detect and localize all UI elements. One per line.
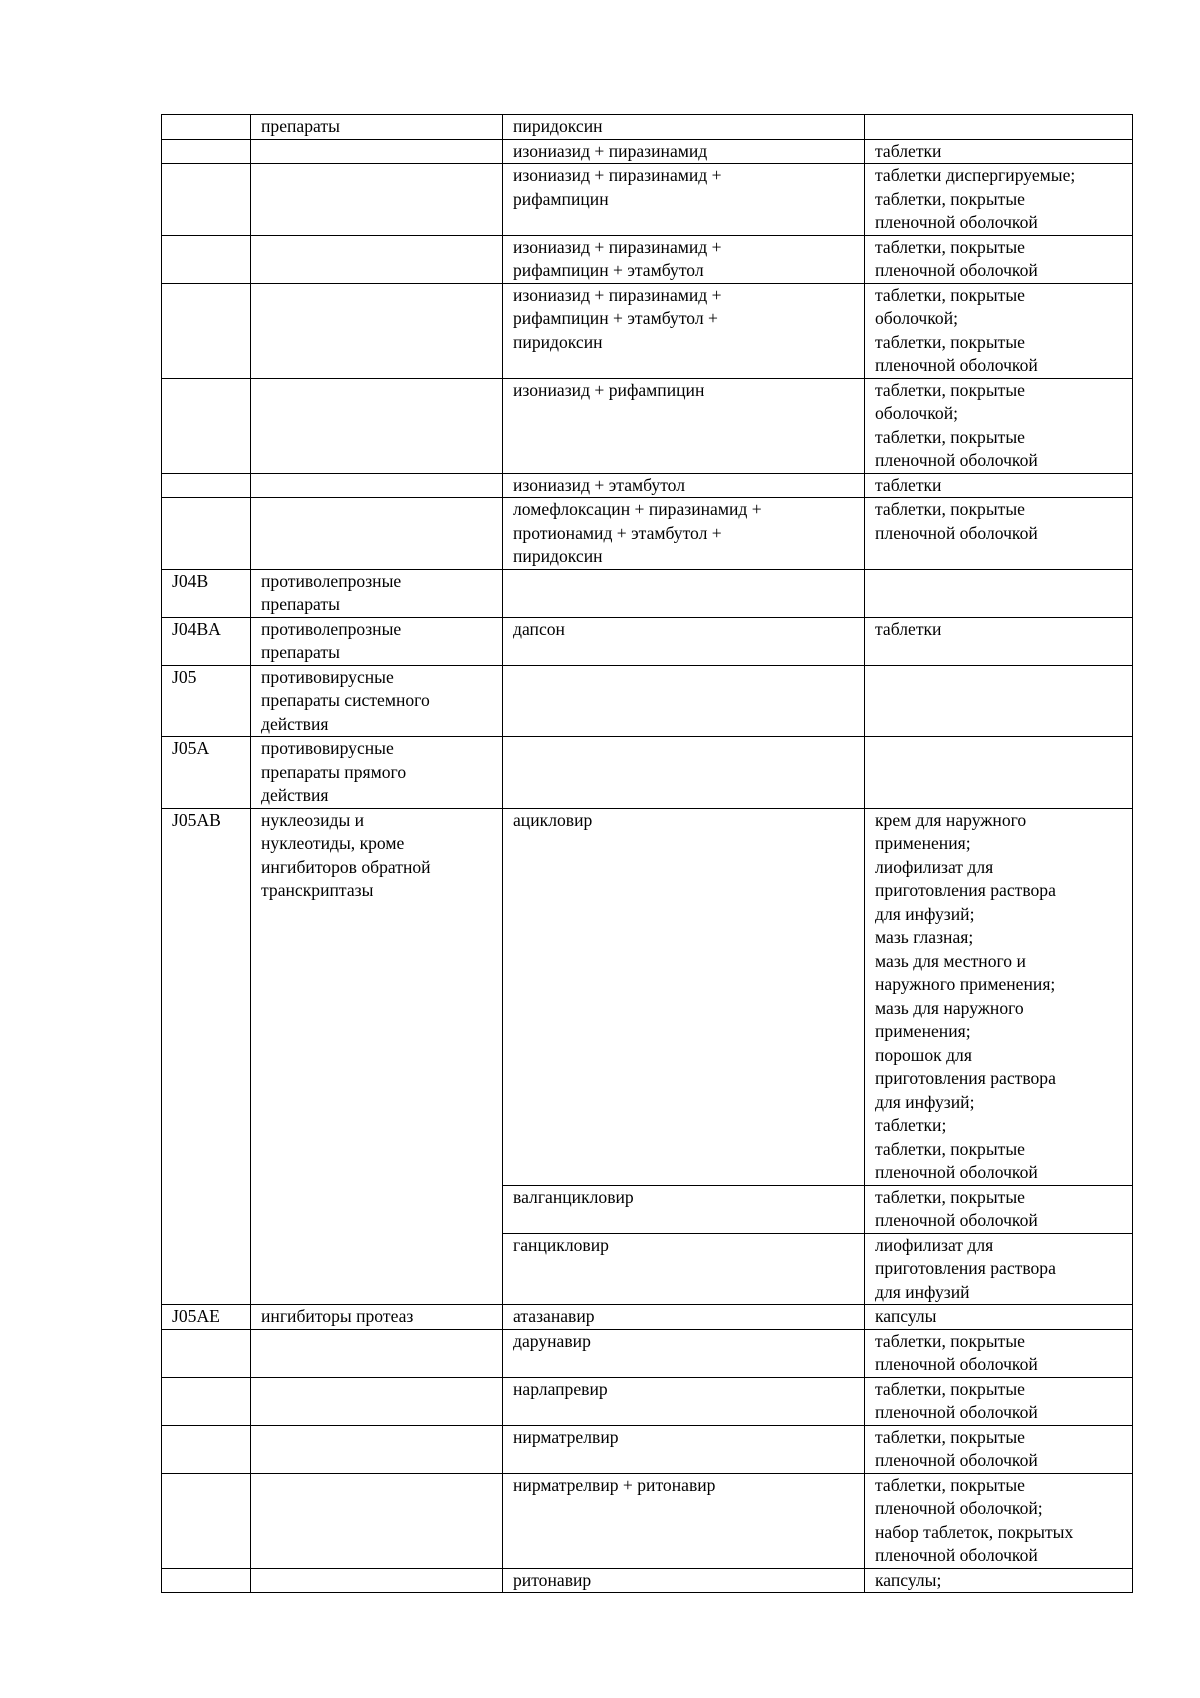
drug-name-cell: [503, 737, 865, 809]
atc-code-cell: J04BA: [162, 617, 251, 665]
drug-name-cell: [503, 569, 865, 617]
dosage-form-cell: таблетки, покрытые пленочной оболочкой: [865, 498, 1133, 570]
group-name-cell: [251, 1473, 503, 1568]
drug-name-cell: нирматрелвир: [503, 1425, 865, 1473]
dosage-form-cell: [865, 665, 1133, 737]
drug-name-cell: изониазид + пиразинамид + рифампицин + этамбутол: [503, 235, 865, 283]
table-row: [162, 665, 1133, 737]
table-row: [162, 283, 1133, 378]
dosage-form-cell: таблетки, покрытые оболочкой; таблетки, покрытые пленочной оболочкой: [865, 378, 1133, 473]
group-name-cell: [251, 139, 503, 164]
dosage-form-cell: таблетки, покрытые пленочной оболочкой: [865, 1185, 1133, 1233]
group-name-cell: [251, 1425, 503, 1473]
table-row: [162, 1568, 1133, 1593]
atc-code-cell: J05AB: [162, 808, 251, 1305]
atc-code-cell: J04B: [162, 569, 251, 617]
dosage-form-cell: [865, 569, 1133, 617]
dosage-form-cell: крем для наружного применения; лиофилизат для приготовления раствора для инфузий; мазь глазная; мазь для местного и наружного применения; мазь для наружного применения; порошок для приготовления раствора для инфузий; таблетки; таблетки, покрытые пленочной оболочкой: [865, 808, 1133, 1185]
group-name-cell: [251, 1568, 503, 1593]
group-name-cell: нуклеозиды и нуклеотиды, кроме ингибиторов обратной транскриптазы: [251, 808, 503, 1305]
drug-name-cell: валганцикловир: [503, 1185, 865, 1233]
atc-code-cell: [162, 139, 251, 164]
table-row: [162, 808, 1133, 1185]
dosage-form-cell: таблетки, покрытые оболочкой; таблетки, покрытые пленочной оболочкой: [865, 283, 1133, 378]
atc-code-cell: [162, 1329, 251, 1377]
dosage-form-cell: [865, 737, 1133, 809]
drug-name-cell: дапсон: [503, 617, 865, 665]
group-name-cell: [251, 1377, 503, 1425]
group-name-cell: [251, 498, 503, 570]
atc-code-cell: [162, 1377, 251, 1425]
drug-name-cell: ацикловир: [503, 808, 865, 1185]
dosage-form-cell: таблетки: [865, 139, 1133, 164]
drug-name-cell: пиридоксин: [503, 115, 865, 140]
dosage-form-cell: таблетки: [865, 617, 1133, 665]
drug-name-cell: изониазид + рифампицин: [503, 378, 865, 473]
drug-name-cell: дарунавир: [503, 1329, 865, 1377]
drug-name-cell: изониазид + пиразинамид: [503, 139, 865, 164]
table-row: [162, 1473, 1133, 1568]
atc-code-cell: [162, 235, 251, 283]
atc-code-cell: J05A: [162, 737, 251, 809]
drug-name-cell: изониазид + этамбутол: [503, 473, 865, 498]
drug-list-table: [161, 114, 1133, 1593]
drug-name-cell: [503, 665, 865, 737]
table-row: [162, 235, 1133, 283]
atc-code-cell: [162, 1473, 251, 1568]
table-row: [162, 1377, 1133, 1425]
group-name-cell: ингибиторы протеаз: [251, 1305, 503, 1330]
dosage-form-cell: таблетки диспергируемые; таблетки, покрытые пленочной оболочкой: [865, 164, 1133, 236]
drug-name-cell: ганцикловир: [503, 1233, 865, 1305]
group-name-cell: [251, 235, 503, 283]
drug-name-cell: изониазид + пиразинамид + рифампицин: [503, 164, 865, 236]
dosage-form-cell: таблетки, покрытые пленочной оболочкой: [865, 1329, 1133, 1377]
dosage-form-cell: лиофилизат для приготовления раствора для инфузий: [865, 1233, 1133, 1305]
group-name-cell: [251, 378, 503, 473]
group-name-cell: [251, 473, 503, 498]
dosage-form-cell: таблетки, покрытые пленочной оболочкой; набор таблеток, покрытых пленочной оболочкой: [865, 1473, 1133, 1568]
table-row: [162, 1425, 1133, 1473]
atc-code-cell: J05AE: [162, 1305, 251, 1330]
drug-name-cell: ритонавир: [503, 1568, 865, 1593]
atc-code-cell: [162, 115, 251, 140]
atc-code-cell: [162, 378, 251, 473]
group-name-cell: противолепрозные препараты: [251, 617, 503, 665]
drug-name-cell: изониазид + пиразинамид + рифампицин + этамбутол + пиридоксин: [503, 283, 865, 378]
table-row: [162, 473, 1133, 498]
group-name-cell: [251, 1329, 503, 1377]
group-name-cell: препараты: [251, 115, 503, 140]
atc-code-cell: [162, 498, 251, 570]
dosage-form-cell: капсулы;: [865, 1568, 1133, 1593]
dosage-form-cell: таблетки, покрытые пленочной оболочкой: [865, 235, 1133, 283]
drug-name-cell: ломефлоксацин + пиразинамид + протионамид + этамбутол + пиридоксин: [503, 498, 865, 570]
table-row: [162, 164, 1133, 236]
table-row: [162, 1305, 1133, 1330]
group-name-cell: [251, 283, 503, 378]
atc-code-cell: [162, 1568, 251, 1593]
table-row: [162, 569, 1133, 617]
table-row: [162, 617, 1133, 665]
table-row: [162, 498, 1133, 570]
table-row: [162, 139, 1133, 164]
drug-name-cell: атазанавир: [503, 1305, 865, 1330]
atc-code-cell: [162, 1425, 251, 1473]
dosage-form-cell: капсулы: [865, 1305, 1133, 1330]
atc-code-cell: [162, 473, 251, 498]
atc-code-cell: [162, 164, 251, 236]
table-row: [162, 737, 1133, 809]
dosage-form-cell: таблетки, покрытые пленочной оболочкой: [865, 1425, 1133, 1473]
dosage-form-cell: таблетки, покрытые пленочной оболочкой: [865, 1377, 1133, 1425]
group-name-cell: противовирусные препараты системного действия: [251, 665, 503, 737]
group-name-cell: противолепрозные препараты: [251, 569, 503, 617]
table-row: [162, 1329, 1133, 1377]
dosage-form-cell: [865, 115, 1133, 140]
table-row: [162, 378, 1133, 473]
atc-code-cell: [162, 283, 251, 378]
group-name-cell: [251, 164, 503, 236]
atc-code-cell: J05: [162, 665, 251, 737]
dosage-form-cell: таблетки: [865, 473, 1133, 498]
drug-name-cell: нирматрелвир + ритонавир: [503, 1473, 865, 1568]
drug-name-cell: нарлапревир: [503, 1377, 865, 1425]
group-name-cell: противовирусные препараты прямого действия: [251, 737, 503, 809]
table-row: [162, 115, 1133, 140]
